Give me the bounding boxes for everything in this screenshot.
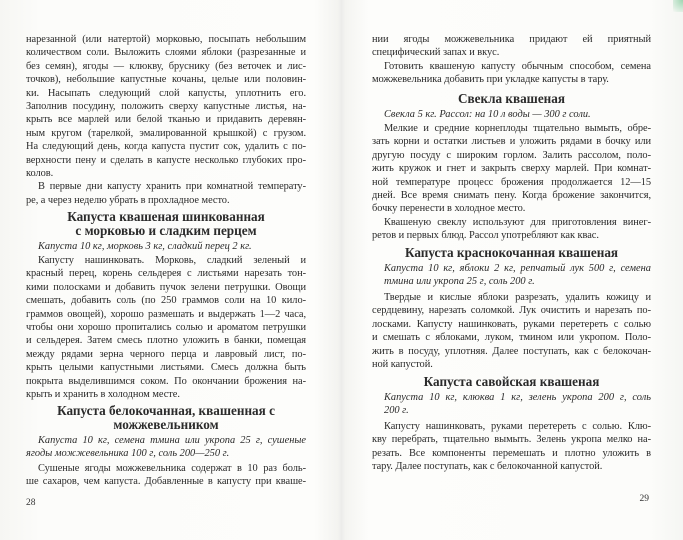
text-line: жить в посуду, уплотняя. Далее поступать, как с белокочан- [372, 345, 651, 357]
text-line: специфический запах и вкус. [372, 47, 500, 59]
ingredients-line: Капуста 10 кг, клюква 1 кг, зелень укропа 200 г, соль [384, 392, 651, 403]
text-line: ретов и первых блюд. Рассол употребляют как квас. [372, 230, 599, 242]
text-line: зать корни и остатки листьев и уложить рядами в бочку или [372, 136, 651, 148]
text-line: между рядами зерна черного перца и лавровый лист, по- [26, 348, 306, 360]
text-line: тару. Далее поступать, как с белокочанной капустой. [372, 461, 603, 473]
text-line: покрыта выделившимся соком. По окончании брожения на- [26, 375, 306, 387]
text-line: крыть все марлей или белой тканью и придавить деревян- [26, 114, 306, 126]
text-line: сердцевину, нарезать соломкой. Лук очистить и нарезать по- [372, 305, 651, 317]
text-line: ре, а через неделю убрать в прохладное место. [26, 194, 230, 206]
intro-paragraph [26, 33, 306, 207]
recipe-heading [372, 246, 651, 260]
ingredients-line: ягоды можжевельника 100 г, соль 200—250 г. [26, 448, 230, 459]
text-line: и смешать с яблоками, луком, тмином или укропом. Поло- [372, 332, 651, 344]
text-line: и сельдерея. Затем смесь плотно уложить в банки, помещая [26, 335, 306, 347]
ingredients-line: Капуста 10 кг, морковь 3 кг, сладкий перец 2 кг. [38, 241, 252, 252]
text-line: На следующий день, когда капуста пустит сок, удалить с по- [26, 141, 306, 153]
recipe-body [26, 462, 306, 489]
text-line: другую посуду с широким горлом. Залить рассолом, поло- [372, 149, 651, 161]
recipe-body [372, 122, 651, 243]
text-line: дней. Все время снимать пену. Когда брожение закончится, [372, 189, 651, 201]
text-line: крыть и хранить в холодном месте. [26, 388, 180, 400]
text-line: кву перебрать, тщательно вымыть. Зелень укропа мелко на- [372, 434, 651, 446]
text-line: ки. Насыпать следующий слой капусты, уплотнить его. [26, 87, 306, 99]
ingredients-line: тмина или укропа 25 г, соль 200 г. [384, 276, 535, 287]
text-line: кими полосками и добавить пучок зелени петрушки. Овощи [26, 281, 306, 293]
text-line: красный перец, корень сельдерея с листьями нарезать тон- [26, 268, 306, 280]
right-page [372, 0, 651, 540]
text-line: нии ягоды можжевельника придают ей приятный [372, 34, 651, 45]
text-line: жить кружок и гнет и закрыть сверху марлей. При комнат- [372, 163, 651, 175]
recipe-title: Капуста краснокочанная квашеная [404, 245, 619, 260]
ingredients [26, 434, 306, 460]
recipe-heading [26, 210, 306, 238]
text-line: резать. Все компоненты перемешать и плотно уложить в [372, 447, 651, 459]
recipe-title: Свекла квашеная [457, 91, 565, 106]
text-line: ше сахаров, чем капуста. Добавленные в капусту при кваше- [26, 476, 306, 488]
green-page-edge [673, 0, 683, 12]
ingredients-line: Свекла 5 кг. Рассол: на 10 л воды — 300 г соли. [384, 109, 591, 120]
recipe-title: с морковью и сладким перцем [75, 223, 257, 238]
text-line: ной температуре процесс брожения продолжается 12—15 [372, 176, 651, 188]
text-line: ным кругом (тарелкой, эмалированной крышкой) с грузом. [26, 127, 306, 139]
ingredients-line: Капуста 10 кг, семена тмина или укропа 25 г, сушеные [38, 435, 306, 446]
text-line: ной капустой. [372, 358, 433, 370]
recipe-title: Капуста савойская квашеная [423, 374, 600, 389]
text-line: лосками. Капусту нашинковать, руками перетереть с солью [372, 318, 651, 330]
text-line: Квашеную свеклу используют для приготовления винег- [384, 216, 651, 228]
text-line: Готовить квашеную капусту обычным способом, семена [384, 60, 651, 72]
text-line: бочку перенести в холодное место. [372, 203, 526, 215]
text-line: Твердые и кислые яблоки разрезать, удалить кожицу и [384, 292, 651, 303]
recipe-title: Капуста белокочанная, квашенная с [57, 403, 275, 418]
text-line: Мелкие и средние корнеплоды тщательно вымыть, обре- [384, 123, 651, 134]
text-line: В первые дни капусту хранить при комнатной температу- [38, 181, 306, 193]
continuation-paragraph [372, 33, 651, 87]
text-line: Заполнив посудину, положить сверху капустные листья, на- [26, 100, 306, 112]
page-number: 29 [639, 494, 649, 504]
recipe-title: Капуста квашеная шинкованная [67, 209, 265, 224]
recipe-heading [372, 375, 651, 389]
text-line: чтобы они хорошо пропитались солью и ароматом петрушки [26, 321, 306, 333]
recipe-body [372, 291, 651, 371]
left-page [26, 0, 306, 540]
ingredients-line: Капуста 10 кг, яблоки 2 кг, репчатый лук 500 г, семена [384, 263, 651, 274]
text-line: граммов овощей), хорошо размешать и выдержать 1—2 часа, [26, 308, 306, 320]
text-line: точков), небольшие капустные кочаны, целые или половин- [26, 74, 306, 86]
text-line: колов. [26, 167, 54, 179]
recipe-heading [372, 92, 651, 106]
ingredients [372, 262, 651, 288]
text-line: Капусту нашинковать. Морковь, сладкий зеленый и [38, 255, 306, 266]
recipe-body [372, 420, 651, 474]
text-line: Капусту нашинковать, руками перетереть с солью. Клю- [384, 421, 651, 432]
ingredients-line: 200 г. [384, 405, 409, 416]
ingredients [372, 391, 651, 417]
recipe-heading [26, 404, 306, 432]
text-line: количеством соли. Выложить слоями яблоки (разрезанные и [26, 47, 306, 59]
recipe-title: можжевельником [113, 417, 219, 432]
text-line: нарезанной (или натертой) морковью, посыпать небольшим [26, 34, 306, 45]
text-line: можжевельника добавить при укладке капусты в тару. [372, 74, 609, 86]
text-line: смешать, добавить соль (по 250 граммов соли на 10 кило- [26, 295, 306, 307]
text-line: без семян), ягоды — клюкву, бруснику (без веточек и лис- [26, 60, 306, 72]
ingredients [26, 240, 306, 253]
ingredients [372, 108, 651, 121]
text-line: Сушеные ягоды можжевельника содержат в 10 раз боль- [38, 463, 306, 474]
text-line: крыть целыми капустными листьями. Смесь должна быть [26, 362, 306, 374]
recipe-body [26, 254, 306, 401]
page-number: 28 [26, 498, 36, 508]
text-line: верхности пену и сделать в капусте несколько глубоких про- [26, 154, 306, 166]
